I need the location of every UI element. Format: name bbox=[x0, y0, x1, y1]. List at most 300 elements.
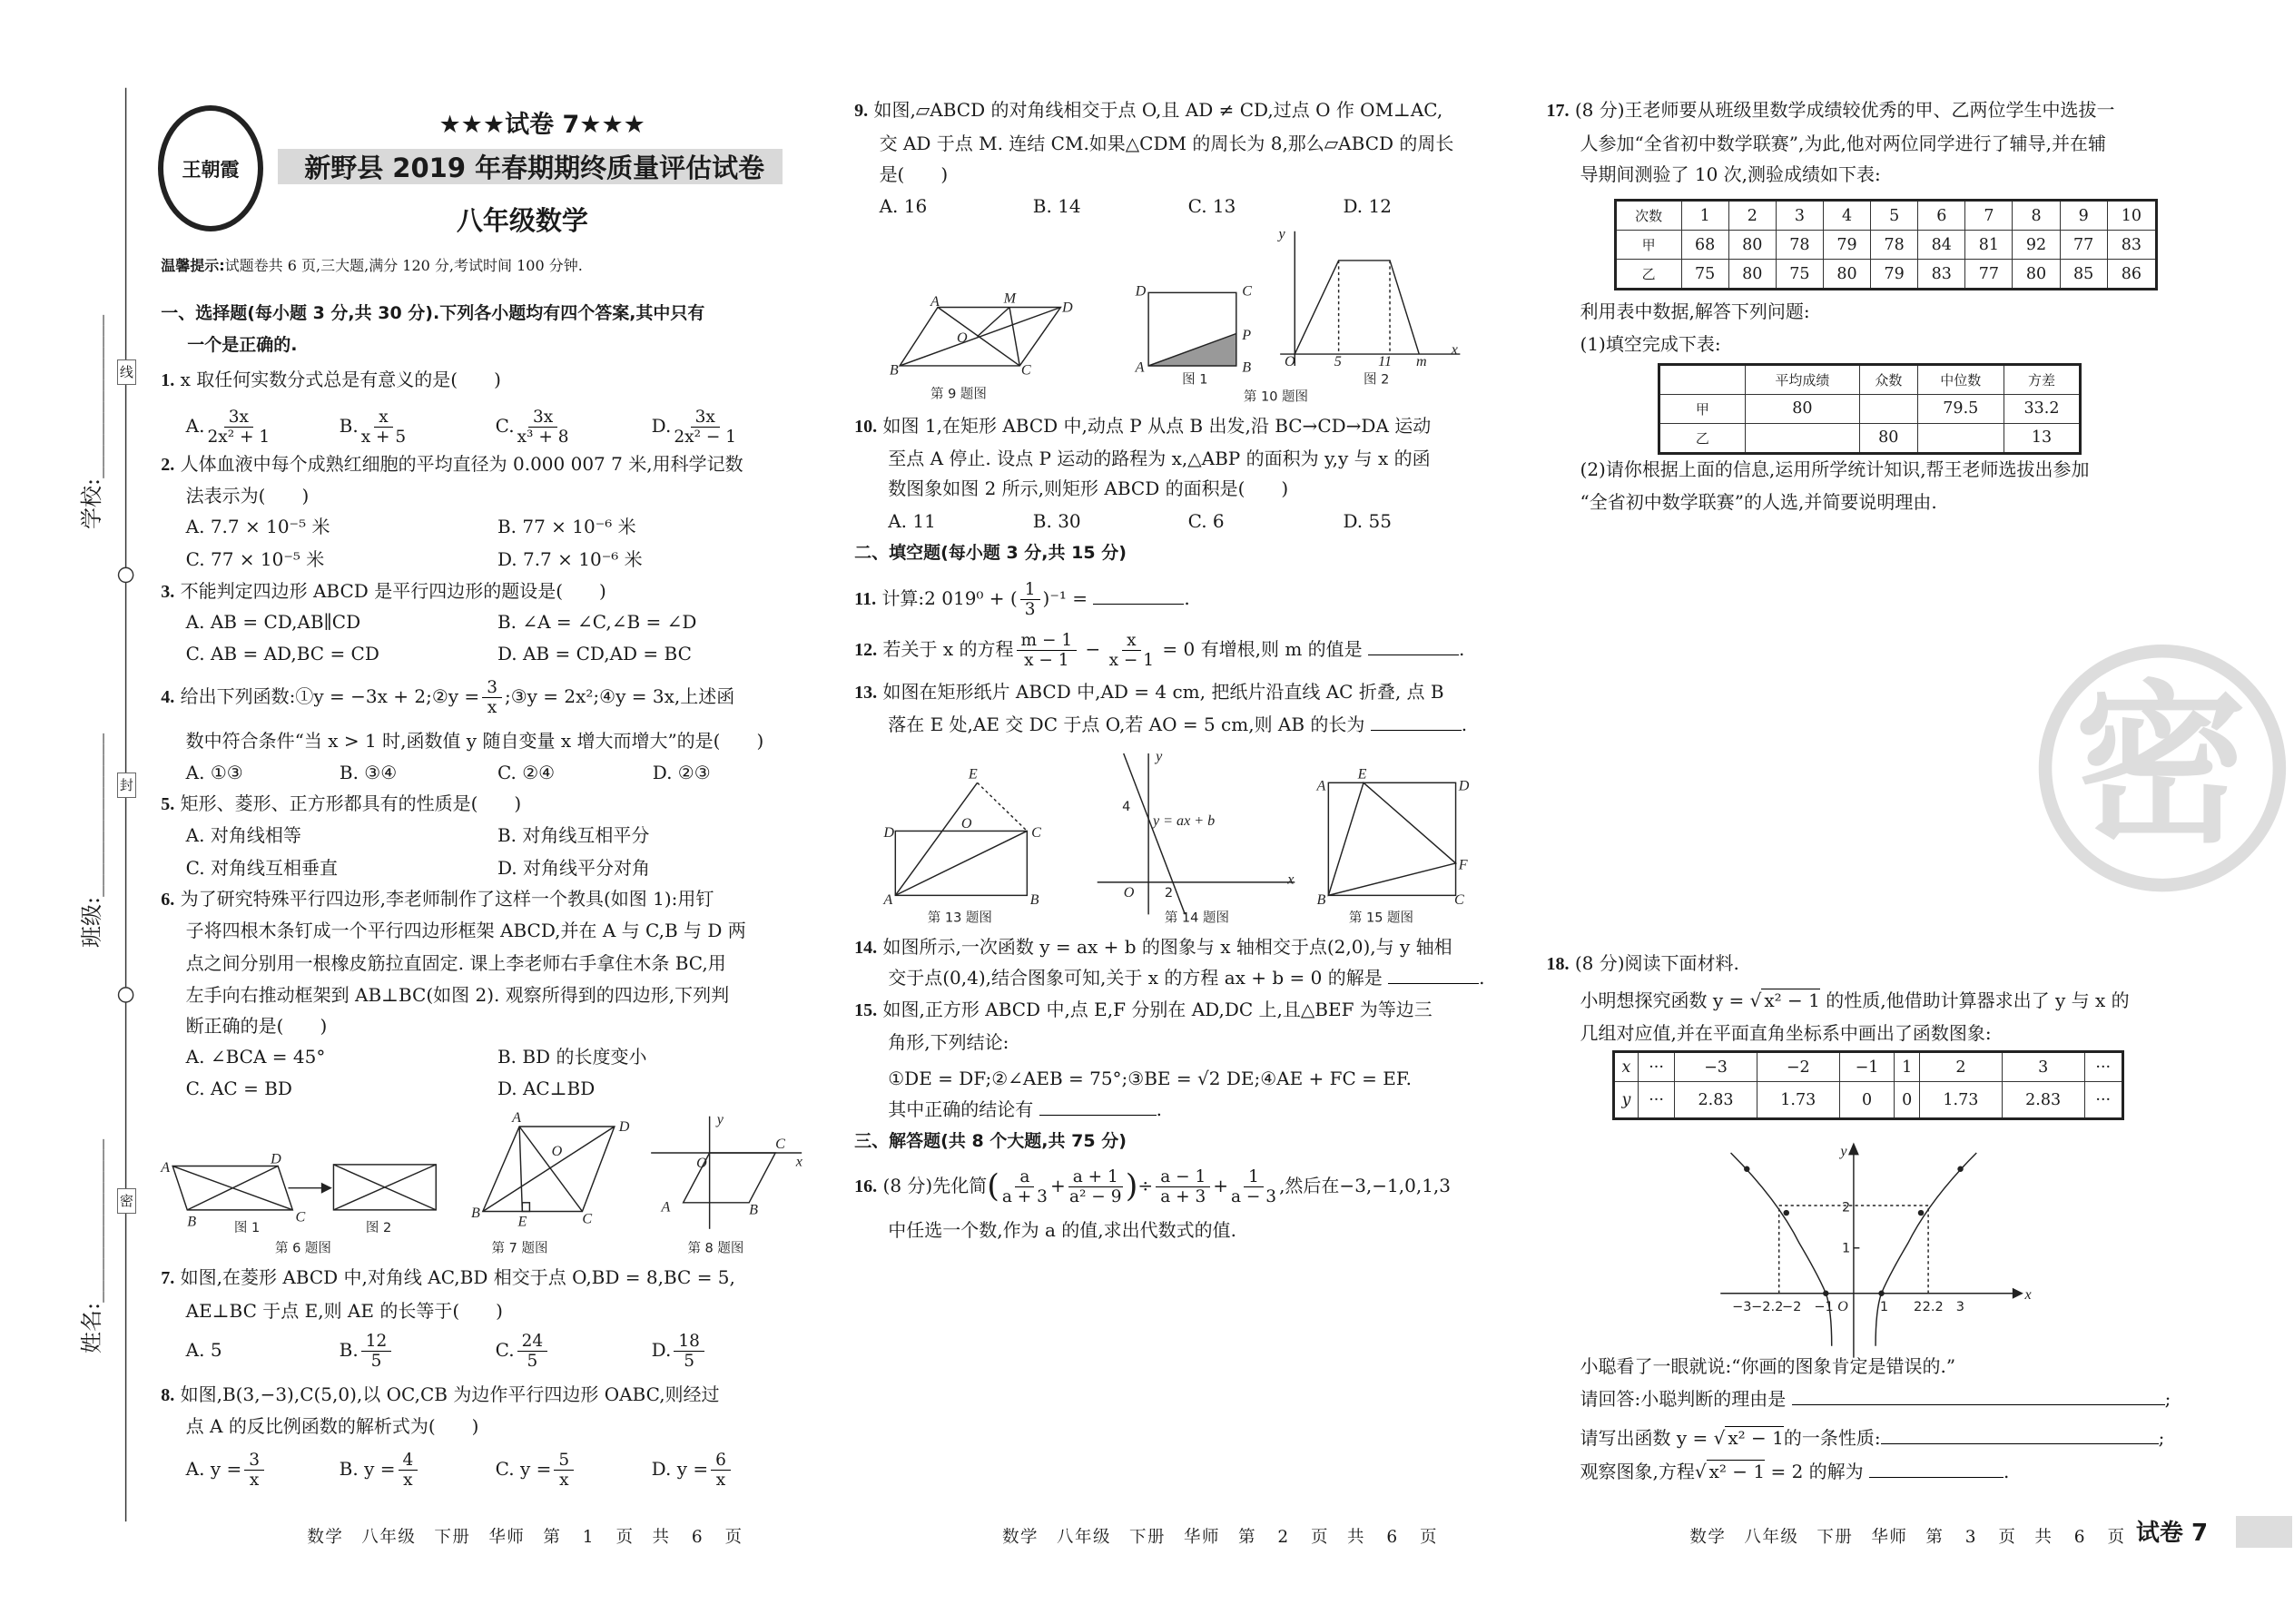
q16-p: + bbox=[1049, 1175, 1066, 1197]
q8-n: 8. bbox=[161, 1384, 175, 1405]
binding-lines bbox=[119, 88, 133, 1521]
q17-table2-header-0 bbox=[1659, 364, 1745, 394]
q16-f4d: a − 3 bbox=[1231, 1187, 1277, 1207]
option-b[interactable]: B. BD 的长度变小 bbox=[497, 1045, 647, 1068]
q-number: 1. bbox=[161, 369, 175, 390]
q18-l6e: ; bbox=[2158, 1427, 2165, 1450]
q10-l2: 至点 A 停止. 设点 P 运动的路程为 x,△ABP 的面积为 y,y 与 x 的函 bbox=[888, 447, 1431, 469]
option-d[interactable] bbox=[652, 1447, 733, 1491]
exam-page: A D B C 图 1 图 2 第 6 题图 A D O B E C 第 7 题图 y x O C A B 第 8 题图 A M D O B C 第 9 题图 D C P A B 图 1 y O 5 11 m x 图 2 第 10 题图 E O D C A B 第 13 题图 y 4 y = ax + b O 2 x 第 14 题图 A E D F B C 第 15 题图 y x O 2 1 −3 −2.2 −2 −1 1 2 2.2 3 密 学校:_______________ 班级:_______________ 姓名:_______________ 线 封 密 王朝霞 ★★★试卷 7★★★ 新野县 2019 年春期期终质量评估试卷 八年级数学 温馨提示:试题卷共 6 页,三大题,满分 120 分,考试时间 100 分钟. 一、选择题(每小题 3 分,共 30 分).下列各小题均有四个答案,其中只有 一个是正确的. 1. x 取任何实数分式总是有意义的是( ) A. $\frac{3x}{\text{2x² + 1}}$ B. $\frac{x}{x + 5}$ C. $\frac{3x}{\text{x³ + 8}}$ D. $\frac{3x}{\text{2x² − 1}}$ 2. 人体血液中每个成熟红细胞的平均直径为 0.000 007 7 米,用科学记数 法表示为( ) A. 7.7 × 10⁻⁵ 米 B. 77 × 10⁻⁶ 米 C. 77 × 10⁻⁵ 米 D. 7.7 × 10⁻⁶ 米 3. 不能判定四边形 ABCD 是平行四边形的题设是( ) A. AB = CD,AB∥CD B. ∠A = ∠C,∠B = ∠D C. AB = AD,BC = CD D. AB = CD,AD = BC 4. 给出下列函数:①y = −3x + 2;②y = $\frac{3}{x}$ ;③y = 2x²;④y = 3x,上述函 数中符合条件“当 x > 1 时,函数值 y 随自变量 x 增大而增大”的是( ) A. ①③ B. ③④ C. ②④ D. ②③ 5. 矩形、菱形、正方形都具有的性质是( ) A. 对角线相等 B. 对角线互相平分 C. 对角线互相垂直 D. 对角线平分对角 6. 为了研究特殊平行四边形,李老师制作了这样一个教具(如图 1):用钉 子将四根木条钉成一个平行四边形框架 ABCD,并在 A 与 C,B 与 D 两 点之间分别用一根橡皮筋拉直固定. 课上李老师右手拿住木条 BC,用 左手向右推动框架到 AB⊥BC(如图 2). 观察所得到的四边形,下列判 断正确的是( ) A. ∠BCA = 45° B. BD 的长度变小 C. AC = BD D. AC⊥BD 7. 如图,在菱形 ABCD 中,对角线 AC,BD 相交于点 O,BD = 8,BC = 5, AE⊥BC 于点 E,则 AE 的长等于( ) A. 5 B. $\frac{12}{5}$ C. $\frac{24}{5}$ D. $\frac{18}{5}$ 8. 如图,B(3,−3),C(5,0),以 OC,CB 为边作平行四边形 OABC,则经过 点 A 的反比例函数的解析式为( ) A. y = $\frac{3}{x}$ B. y = $\frac{4}{x}$ C. y = $\frac{5}{x}$ D. y = $\frac{6}{x}$ 9. 如图,▱ABCD 的对角线相交于点 O,且 AD ≠ CD,过点 O 作 OM⊥AC, 交 AD 于点 M. 连结 CM.如果△CDM 的周长为 8,那么▱ABCD 的周长 是( ) A. 16 B. 14 C. 13 D. 12 10. 如图 1,在矩形 ABCD 中,动点 P 从点 B 出发,沿 BC→CD→DA 运动 至点 A 停止. 设点 P 运动的路程为 x,△ABP 的面积为 y,y 与 x 的函 数图象如图 2 所示,则矩形 ABCD 的面积是( ) A. 11 B. 30 C. 6 D. 55 二、填空题(每小题 3 分,共 15 分) 11. 计算:2 019⁰ + ( $\frac{1}{3}$ )⁻¹ = . 12. 若关于 x 的方程 $\frac{m - 1}{x - 1}$ − $\frac{x}{x - 1}$ = 0 有增根,则 m 的值是 . 13. 如图在矩形纸片 ABCD 中,AD = 4 cm, 把纸片沿直线 AC 折叠, 点 B 落在 E 处,AE 交 DC 于点 O,若 AO = 5 cm,则 AB 的长为 . 14. 如图所示,一次函数 y = ax + b 的图象与 x 轴相交于点(2,0),与 y 轴相 交于点(0,4),结合图象可知,关于 x 的方程 ax + b = 0 的解是 . 15. 如图,正方形 ABCD 中,点 E,F 分别在 AD,DC 上,且△BEF 为等边三 角形,下列结论: ①DE = DF;②∠AEB = 75°;③BE = √2 DE;④AE + FC = EF. 其中正确的结论有 . 三、解答题(共 8 个大题,共 75 分) 16. (8 分)先化简( $\frac{a}{a + 3}$ + $\frac{a + 1}{\text{a² − 9}}$ )÷ $\frac{a - 1}{a + 3}$ + $\frac{1}{a - 3}$ ,然后在−3,−1,0,1,3 中任选一个数,作为 a 的值,求出代数式的值. 17. (8 分)王老师要从班级里数学成绩较优秀的甲、乙两位学生中选拔一 人参加“全省初中数学联赛”,为此,他对两位同学进行了辅导,并在辅 导期间测验了 10 次,测验成绩如下表: 次数 1 2 3 4 5 6 7 8 9 10 甲 68 80 78 79 78 84 81 92 77 83 乙 75 80 75 80 79 83 77 80 85 86 利用表中数据,解答下列问题: (1)填空完成下表: 平均成绩 众数 中位数 方差 甲 80 79.5 33.2 乙 80 13 (2)请你根据上面的信息,运用所学统计知识,帮王老师选拔出参加 “全省初中数学联赛”的人选,并简要说明理由. 18. (8 分)阅读下面材料. 小明想探究函数 y = √ x² − 1 的性质,他借助计算器求出了 y 与 x 的 几组对应值,并在平面直角坐标系中画出了函数图象: x ··· −3 −2 −1 1 2 3 ··· y ··· 2.83 1.73 0 0 1.73 2.83 ··· 小聪看了一眼就说:“你画的图象肯定是错误的.” 请回答:小聪判断的理由是 ; 请写出函数 y = √ x² − 1的一条性质: ; 观察图象,方程√ x² − 1 = 2 的解为 . 数学 八年级 下册 华师 第 1 页 共 6 页 数学 八年级 下册 华师 第 2 页 共 6 页 数学 八年级 下册 华师 第 3 页 共 6 页 试卷 7 bbox=[0, 0, 2294, 1624]
q17-table1-rows-1-8: 80 bbox=[2013, 260, 2060, 290]
fig-label: y bbox=[716, 1111, 724, 1127]
q6-l5: 断正确的是( ) bbox=[185, 1014, 328, 1037]
q4-fn: 3 bbox=[482, 678, 502, 698]
fig-label: D bbox=[1458, 778, 1470, 794]
table-row bbox=[1613, 1052, 2122, 1082]
fig-caption: 第 14 题图 bbox=[1164, 910, 1230, 926]
q18-table-y-8: ··· bbox=[2084, 1082, 2123, 1119]
q5-t: 矩形、菱形、正方形都具有的性质是( ) bbox=[180, 792, 522, 814]
q12-a: 若关于 x 的方程 bbox=[882, 637, 1014, 660]
table-row bbox=[1615, 260, 2157, 290]
q1-Dd: 2x² − 1 bbox=[674, 427, 737, 447]
q-text: x 取任何实数分式总是有意义的是( ) bbox=[180, 368, 501, 390]
fig-caption: 第 10 题图 bbox=[1243, 389, 1309, 405]
option-a[interactable]: A. ∠BCA = 45° bbox=[185, 1045, 326, 1068]
q8-Cd: x bbox=[559, 1470, 569, 1490]
statistics-table bbox=[1658, 363, 2082, 455]
q14-l1: 如图所示,一次函数 y = ax + b 的图象与 x 轴相交于点(2,0),与 y 轴相 bbox=[882, 935, 1452, 958]
option-c[interactable]: C. 77 × 10⁻⁵ 米 bbox=[185, 547, 325, 570]
fig-label: D bbox=[271, 1151, 281, 1167]
fig-label: E bbox=[968, 766, 978, 782]
q18-l4: 小聪看了一眼就说:“你画的图象肯定是错误的.” bbox=[1580, 1355, 1956, 1378]
q18-table-y-0: y bbox=[1613, 1082, 1638, 1119]
figure-q10 bbox=[1135, 227, 1461, 405]
fig-caption: 图 2 bbox=[365, 1221, 392, 1236]
q18-table-x-0: x bbox=[1613, 1052, 1638, 1082]
option-b[interactable]: B. ③④ bbox=[339, 762, 398, 784]
option-c[interactable]: C. ②④ bbox=[497, 762, 556, 784]
fig-label: x bbox=[795, 1154, 802, 1170]
figure-q7 bbox=[471, 1110, 630, 1255]
q8-A: A. y = bbox=[185, 1457, 242, 1480]
table-row bbox=[1659, 423, 2080, 453]
answer-blank[interactable] bbox=[1368, 637, 1459, 655]
q17-table1-rows-0-7: 81 bbox=[1965, 231, 2013, 260]
q8-l1: 如图,B(3,−3),C(5,0),以 OC,CB 为边作平行四边形 OABC,则经过 bbox=[180, 1383, 720, 1405]
q9-n: 9. bbox=[854, 100, 869, 121]
tip-label: 温馨提示: bbox=[161, 257, 225, 275]
answer-blank[interactable] bbox=[1388, 966, 1479, 984]
option-d[interactable]: D. AB = CD,AD = BC bbox=[497, 643, 692, 665]
fig-caption: 图 1 bbox=[1182, 372, 1208, 388]
q17-table2-rows-1-2: 80 bbox=[1859, 423, 1917, 453]
q17-table1-rows-0-9: 77 bbox=[2060, 231, 2107, 260]
tip-text: 试题卷共 6 页,三大题,满分 120 分,考试时间 100 分钟. bbox=[224, 257, 583, 275]
q17-table1-rows-1-0: 乙 bbox=[1615, 260, 1681, 290]
fig-label: A bbox=[661, 1199, 671, 1216]
answer-blank[interactable] bbox=[1039, 1097, 1157, 1116]
q8-Bn: 4 bbox=[399, 1451, 418, 1471]
option-a[interactable]: A. 11 bbox=[888, 509, 936, 532]
option-c[interactable] bbox=[496, 1328, 652, 1372]
q12-mid: − bbox=[1085, 637, 1101, 660]
table-header-row bbox=[1659, 364, 2080, 394]
q13-end: . bbox=[1461, 713, 1468, 735]
fig-label: 2.2 bbox=[1922, 1300, 1944, 1315]
question-12 bbox=[854, 629, 1464, 671]
option-c[interactable]: C. AB = AD,BC = CD bbox=[185, 643, 379, 665]
q1-A: A. bbox=[185, 414, 205, 437]
option-b[interactable]: B. 对角线互相平分 bbox=[497, 824, 650, 847]
option-d[interactable]: D. 7.7 × 10⁻⁶ 米 bbox=[497, 547, 643, 570]
q18-table-x-5: 1 bbox=[1895, 1052, 1920, 1082]
fig-label: D bbox=[1062, 300, 1073, 316]
q15-l3a: ①DE = DF;②∠AEB = 75°;③BE = bbox=[888, 1067, 1197, 1089]
q7-l2: AE⊥BC 于点 E,则 AE 的长等于( ) bbox=[185, 1300, 503, 1323]
q1-Bd: x + 5 bbox=[360, 427, 407, 447]
q18-table-x-7: 3 bbox=[2002, 1052, 2084, 1082]
answer-cell[interactable] bbox=[1745, 423, 1859, 453]
q7-n: 7. bbox=[161, 1268, 175, 1289]
fig-label: A bbox=[161, 1159, 171, 1176]
q18-l2b: 的性质,他借助计算器求出了 y 与 x 的 bbox=[1826, 989, 2130, 1012]
q14-end: . bbox=[1479, 966, 1485, 989]
q15-l3b: DE;④AE + FC = EF. bbox=[1220, 1067, 1413, 1089]
table-row bbox=[1659, 394, 2080, 423]
option-a[interactable]: A. 7.7 × 10⁻⁵ 米 bbox=[185, 516, 330, 538]
q1-Dn: 3x bbox=[691, 408, 720, 428]
q-text: 人体血液中每个成熟红细胞的平均直径为 0.000 007 7 米,用科学记数 bbox=[180, 452, 743, 475]
binding-mark-secret: 密 bbox=[117, 1188, 136, 1214]
q18-table-y-7: 2.83 bbox=[2002, 1082, 2084, 1119]
option-b[interactable]: B. ∠A = ∠C,∠B = ∠D bbox=[497, 611, 697, 634]
q8-Ad: x bbox=[249, 1470, 260, 1490]
q17-table2-rows-1-0: 乙 bbox=[1659, 423, 1745, 453]
q17-table1-rows-1-1: 75 bbox=[1681, 260, 1728, 290]
q9-l3: 是( ) bbox=[879, 162, 949, 185]
answer-blank[interactable] bbox=[1371, 713, 1462, 731]
q16-f1d: a + 3 bbox=[1001, 1187, 1048, 1207]
q18-table-x-4: −1 bbox=[1839, 1052, 1895, 1082]
q17-table1-header-8: 8 bbox=[2013, 201, 2060, 231]
option-b[interactable]: B. 77 × 10⁻⁶ 米 bbox=[497, 516, 636, 538]
fig-label: 3 bbox=[1955, 1300, 1964, 1315]
q15-l3s: √2 bbox=[1197, 1067, 1221, 1089]
q2-n: 2. bbox=[161, 454, 175, 475]
table-row bbox=[1615, 231, 2157, 260]
q11-n: 11. bbox=[854, 589, 877, 610]
q-text: 法表示为( ) bbox=[185, 485, 310, 507]
option-b[interactable]: B. 14 bbox=[1032, 195, 1081, 218]
option-d[interactable] bbox=[652, 404, 739, 448]
q6-l2: 子将四根木条钉成一个平行四边形框架 ABCD,并在 A 与 C,B 与 D 两 bbox=[185, 920, 746, 942]
q17-table1-rows-1-3: 75 bbox=[1776, 260, 1823, 290]
q17-l5: (1)填空完成下表: bbox=[1580, 332, 1721, 355]
figure-q15 bbox=[1315, 766, 1469, 925]
q18-l2s: x² − 1 bbox=[1761, 989, 1820, 1011]
option-c[interactable] bbox=[496, 1447, 652, 1491]
q7-Cn: 24 bbox=[517, 1332, 548, 1352]
q17-table2-rows-0-0: 甲 bbox=[1659, 394, 1745, 423]
figure-q6 bbox=[160, 1151, 436, 1255]
option-a[interactable]: A. AB = CD,AB∥CD bbox=[185, 611, 361, 634]
q17-l6: (2)请你根据上面的信息,运用所学统计知识,帮王老师选拔出参加 bbox=[1580, 458, 2090, 481]
fig-label: O bbox=[1284, 353, 1295, 369]
fig-label: O bbox=[956, 330, 968, 347]
footer-paper-tag: 试卷 7 bbox=[2135, 1519, 2209, 1547]
q8-Dd: x bbox=[715, 1470, 726, 1490]
option-c[interactable]: C. 对角线互相垂直 bbox=[185, 856, 338, 879]
fig-label: 1 bbox=[1842, 1241, 1851, 1256]
fig-label: O bbox=[1123, 884, 1135, 901]
fig-caption: 第 6 题图 bbox=[274, 1241, 331, 1256]
q17-table2-header-3: 中位数 bbox=[1917, 364, 2004, 394]
xy-values-table bbox=[1612, 1050, 2124, 1120]
fig-label: B bbox=[889, 362, 899, 379]
fig-label: m bbox=[1416, 353, 1427, 369]
q17-table1-header-2: 2 bbox=[1728, 201, 1776, 231]
q18-l6s: x² − 1 bbox=[1725, 1426, 1784, 1449]
option-c[interactable] bbox=[496, 404, 652, 448]
fig-label: B bbox=[187, 1214, 197, 1230]
answer-cell[interactable] bbox=[1859, 394, 1917, 423]
fig-label: y bbox=[1840, 1144, 1847, 1160]
table-header-row bbox=[1615, 201, 2157, 231]
q-text: 不能判定四边形 ABCD 是平行四边形的题设是( ) bbox=[180, 580, 606, 603]
q17-table1-rows-1-5: 79 bbox=[1871, 260, 1918, 290]
option-d[interactable] bbox=[652, 1328, 707, 1372]
fig-label: D bbox=[883, 824, 895, 841]
option-b[interactable]: B. 30 bbox=[1032, 509, 1081, 532]
q16-f2n: a + 1 bbox=[1068, 1167, 1123, 1187]
fig-label: 11 bbox=[1378, 353, 1393, 369]
table-row bbox=[1613, 1082, 2122, 1119]
fig-label: y = ax + b bbox=[1152, 813, 1216, 830]
fig-label: 1 bbox=[1879, 1300, 1889, 1315]
q16-a: (8 分)先化简 bbox=[882, 1175, 988, 1197]
class-field[interactable]: 班级:_______________ bbox=[78, 733, 104, 949]
q4-n: 4. bbox=[161, 686, 175, 707]
option-c[interactable]: C. 6 bbox=[1187, 509, 1225, 532]
q4-l1a: 给出下列函数:①y = −3x + 2;②y = bbox=[180, 684, 480, 707]
q17-l4: 利用表中数据,解答下列问题: bbox=[1580, 300, 1810, 323]
option-d[interactable]: D. 12 bbox=[1343, 195, 1392, 218]
fig-label: F bbox=[1458, 857, 1468, 873]
school-field[interactable]: 学校:_______________ bbox=[78, 315, 104, 530]
option-d[interactable]: D. AC⊥BD bbox=[497, 1078, 596, 1100]
fig-label: 2 bbox=[1913, 1300, 1923, 1315]
option-d[interactable]: D. 对角线平分对角 bbox=[497, 856, 650, 879]
figure-q8 bbox=[651, 1112, 803, 1256]
q17-table1-rows-1-6: 83 bbox=[1918, 260, 1965, 290]
option-d[interactable]: D. 55 bbox=[1343, 509, 1392, 532]
q18-table-x-2: −3 bbox=[1675, 1052, 1757, 1082]
q13-n: 13. bbox=[854, 683, 878, 704]
fig-label: D bbox=[1135, 283, 1147, 300]
q7-Dn: 18 bbox=[674, 1332, 704, 1352]
q17-l7: “全省初中数学联赛”的人选,并简要说明理由. bbox=[1580, 490, 1937, 513]
fig-caption: 图 2 bbox=[1364, 372, 1390, 388]
q13-l1: 如图在矩形纸片 ABCD 中,AD = 4 cm, 把纸片沿直线 AC 折叠, 点 B bbox=[882, 681, 1444, 704]
q17-table2-rows-1-4: 13 bbox=[2004, 423, 2081, 453]
q8-Cn: 5 bbox=[554, 1451, 574, 1471]
exam-title: 新野县 2019 年春期期终质量评估试卷 bbox=[304, 152, 765, 183]
binding-mark-seal: 封 bbox=[117, 773, 136, 798]
fig-label: B bbox=[1316, 892, 1326, 909]
option-b[interactable] bbox=[340, 1447, 496, 1491]
q12-f2d: x − 1 bbox=[1108, 650, 1155, 670]
q1-An: 3x bbox=[224, 408, 253, 428]
q7-B: B. bbox=[339, 1339, 359, 1362]
q17-table1-rows-0-0: 甲 bbox=[1615, 231, 1681, 260]
q17-table1-header-3: 3 bbox=[1776, 201, 1823, 231]
q18-n: 18. bbox=[1546, 953, 1570, 974]
q1-Cn: 3x bbox=[528, 408, 557, 428]
q18-l6a: 请写出函数 y = √ bbox=[1580, 1427, 1726, 1450]
q17-table2-rows-0-3: 79.5 bbox=[1917, 394, 2004, 423]
option-b[interactable] bbox=[340, 404, 496, 448]
q1-Bn: x bbox=[374, 408, 392, 428]
answer-blank[interactable] bbox=[1792, 1387, 2165, 1405]
q17-table1-header-6: 6 bbox=[1918, 201, 1965, 231]
q17-table1-rows-0-5: 78 bbox=[1871, 231, 1918, 260]
fig-label: 4 bbox=[1122, 799, 1131, 814]
q17-table1-rows-0-6: 84 bbox=[1918, 231, 1965, 260]
q1-Cd: x³ + 8 bbox=[517, 427, 569, 447]
page-footer-1: 数学 八年级 下册 华师 第 1 页 共 6 页 bbox=[307, 1528, 743, 1548]
fig-label: 2 bbox=[1164, 885, 1174, 901]
q7-Cd: 5 bbox=[527, 1352, 538, 1372]
q6-l4: 左手向右推动框架到 AB⊥BC(如图 2). 观察所得到的四边形,下列判 bbox=[185, 983, 730, 1006]
q17-table1-header-7: 7 bbox=[1965, 201, 2013, 231]
q11-b: )⁻¹ = bbox=[1042, 587, 1094, 610]
answer-blank[interactable] bbox=[1881, 1426, 2159, 1444]
paper-badge: ★★★试卷 7★★★ bbox=[438, 111, 645, 140]
q1-D: D. bbox=[651, 414, 672, 437]
q18-l7b: = 2 的解为 bbox=[1765, 1461, 1864, 1483]
option-a[interactable]: A. ①③ bbox=[185, 762, 243, 784]
q16-l2: 中任选一个数,作为 a 的值,求出代数式的值. bbox=[888, 1219, 1236, 1242]
q7-D: D. bbox=[651, 1339, 672, 1362]
logo bbox=[158, 105, 263, 231]
q4-fd: x bbox=[487, 697, 497, 717]
q16-f3n: a − 1 bbox=[1156, 1167, 1210, 1187]
q15-l4: 其中正确的结论有 bbox=[888, 1097, 1034, 1120]
q17-table1-header-5: 5 bbox=[1871, 201, 1918, 231]
q17-table1-rows-1-4: 80 bbox=[1823, 260, 1870, 290]
option-d[interactable]: D. ②③ bbox=[652, 762, 711, 784]
q11-a: 计算:2 019⁰ + ( bbox=[881, 587, 1018, 610]
fig-label: A bbox=[1316, 778, 1326, 794]
q16-p2: + bbox=[1213, 1175, 1229, 1197]
q3-n: 3. bbox=[161, 582, 175, 603]
q6-l3: 点之间分别用一根橡皮筋拉直固定. 课上李老师右手拿住木条 BC,用 bbox=[185, 951, 726, 974]
q14-l2: 交于点(0,4),结合图象可知,关于 x 的方程 ax + b = 0 的解是 bbox=[888, 966, 1383, 989]
q-text: 数中符合条件“当 x > 1 时,函数值 y 随自变量 x 增大而增大”的是( ) bbox=[185, 729, 764, 752]
q18-table-y-5: 0 bbox=[1895, 1082, 1920, 1119]
option-a[interactable] bbox=[186, 1447, 340, 1491]
q17-table2-rows-0-4: 33.2 bbox=[2004, 394, 2081, 423]
question-11 bbox=[854, 579, 1190, 619]
q17-table1-header-0: 次数 bbox=[1615, 201, 1681, 231]
q12-f1n: m − 1 bbox=[1017, 631, 1078, 651]
fig-label: E bbox=[1357, 766, 1367, 782]
fig-label: C bbox=[582, 1211, 593, 1227]
fig-label: y bbox=[1156, 749, 1163, 765]
option-c[interactable]: C. AC = BD bbox=[185, 1078, 292, 1100]
q18-table-x-3: −2 bbox=[1757, 1052, 1839, 1082]
section-2-heading: 二、填空题(每小题 3 分,共 15 分) bbox=[854, 543, 1127, 564]
fig-label: C bbox=[1031, 824, 1041, 841]
q18-table-y-2: 2.83 bbox=[1675, 1082, 1757, 1119]
q16-n: 16. bbox=[854, 1176, 878, 1197]
q8-l2: 点 A 的反比例函数的解析式为( ) bbox=[185, 1415, 479, 1438]
binding-mark-line: 线 bbox=[117, 359, 136, 385]
section-1-heading-cont: 一个是正确的. bbox=[187, 335, 298, 356]
figure-q14 bbox=[1098, 749, 1295, 925]
fig-caption: 第 13 题图 bbox=[927, 910, 992, 926]
q18-l5e: ; bbox=[2164, 1387, 2171, 1410]
q5-n: 5. bbox=[161, 793, 175, 814]
q8-C: C. y = bbox=[495, 1457, 552, 1480]
q18-table-y-4: 0 bbox=[1839, 1082, 1895, 1119]
q18-table-x-6: 2 bbox=[1920, 1052, 2003, 1082]
fig-label: B bbox=[1029, 892, 1039, 909]
fig-label: A bbox=[512, 1110, 521, 1127]
answer-blank[interactable] bbox=[1869, 1460, 2004, 1478]
fig-caption: 第 15 题图 bbox=[1348, 910, 1414, 926]
q10-l1: 如图 1,在矩形 ABCD 中,动点 P 从点 B 出发,沿 BC→CD→DA 运动 bbox=[882, 415, 1432, 438]
q17-table1-header-1: 1 bbox=[1681, 201, 1728, 231]
fig-label: x bbox=[2024, 1287, 2032, 1304]
q7-Bn: 12 bbox=[361, 1332, 392, 1352]
q11-fn: 1 bbox=[1020, 580, 1040, 600]
answer-blank[interactable] bbox=[1093, 586, 1184, 605]
footer-tag-bar bbox=[2236, 1516, 2292, 1548]
q7-Dd: 5 bbox=[684, 1352, 695, 1372]
q14-n: 14. bbox=[854, 937, 878, 958]
option-a[interactable]: A. 5 bbox=[185, 1339, 222, 1362]
fig-label: O bbox=[551, 1144, 563, 1160]
q16-div: ÷ bbox=[1137, 1175, 1154, 1197]
page-footer-3: 数学 八年级 下册 华师 第 3 页 共 6 页 bbox=[1689, 1528, 2126, 1548]
q18-l7s: x² − 1 bbox=[1707, 1460, 1766, 1482]
fig-label: −2.2 bbox=[1751, 1300, 1784, 1315]
q16-f1n: a bbox=[1015, 1167, 1034, 1187]
q9-l1: 如图,▱ABCD 的对角线相交于点 O,且 AD ≠ CD,过点 O 作 OM⊥AC, bbox=[873, 98, 1443, 121]
q9-l2: 交 AD 于点 M. 连结 CM.如果△CDM 的周长为 8,那么▱ABCD 的周长 bbox=[879, 133, 1454, 155]
q6-l1: 为了研究特殊平行四边形,李老师制作了这样一个教具(如图 1):用钉 bbox=[180, 887, 714, 910]
q12-n: 12. bbox=[854, 639, 878, 660]
q8-An: 3 bbox=[244, 1451, 264, 1471]
fig-label: 2 bbox=[1842, 1200, 1851, 1216]
q17-table1-header-10: 10 bbox=[2107, 201, 2156, 231]
q17-table1-rows-1-7: 77 bbox=[1965, 260, 2013, 290]
option-a[interactable]: A. 16 bbox=[879, 195, 928, 218]
q7-C: C. bbox=[495, 1339, 515, 1362]
fig-label: x bbox=[1287, 871, 1295, 888]
option-c[interactable]: C. 13 bbox=[1187, 195, 1236, 218]
name-field[interactable]: 姓名:_______________ bbox=[78, 1138, 104, 1353]
fig-label: C bbox=[1453, 892, 1464, 909]
answer-cell[interactable] bbox=[1917, 423, 2004, 453]
q8-Bd: x bbox=[403, 1470, 413, 1490]
q7-Bd: 5 bbox=[370, 1352, 382, 1372]
option-a[interactable]: A. 对角线相等 bbox=[185, 824, 301, 847]
q15-n: 15. bbox=[854, 1000, 878, 1021]
fig-label: M bbox=[1003, 290, 1016, 307]
q16-f4n: 1 bbox=[1244, 1167, 1264, 1187]
fig-label: x bbox=[1451, 342, 1458, 359]
q18-l7e: . bbox=[2004, 1461, 2010, 1483]
q17-table2-header-4: 方差 bbox=[2004, 364, 2081, 394]
q8-B: B. y = bbox=[339, 1457, 396, 1480]
q10-l3: 数图象如图 2 所示,则矩形 ABCD 的面积是( ) bbox=[888, 477, 1289, 500]
logo-text: 王朝霞 bbox=[182, 157, 240, 181]
fig-label: y bbox=[1278, 226, 1285, 242]
option-b[interactable] bbox=[340, 1328, 496, 1372]
fig-label: C bbox=[775, 1137, 785, 1153]
option-a[interactable] bbox=[186, 404, 340, 448]
figure-q13 bbox=[882, 766, 1041, 925]
q17-l1: (8 分)王老师要从班级里数学成绩较优秀的甲、乙两位学生中选拔一 bbox=[1574, 98, 2115, 121]
q1-C: C. bbox=[495, 414, 515, 437]
q17-table1-rows-0-3: 78 bbox=[1776, 231, 1823, 260]
q1-B: B. bbox=[339, 414, 359, 437]
q1-Ad: 2x² + 1 bbox=[207, 427, 271, 447]
fig-label: O bbox=[696, 1156, 707, 1172]
